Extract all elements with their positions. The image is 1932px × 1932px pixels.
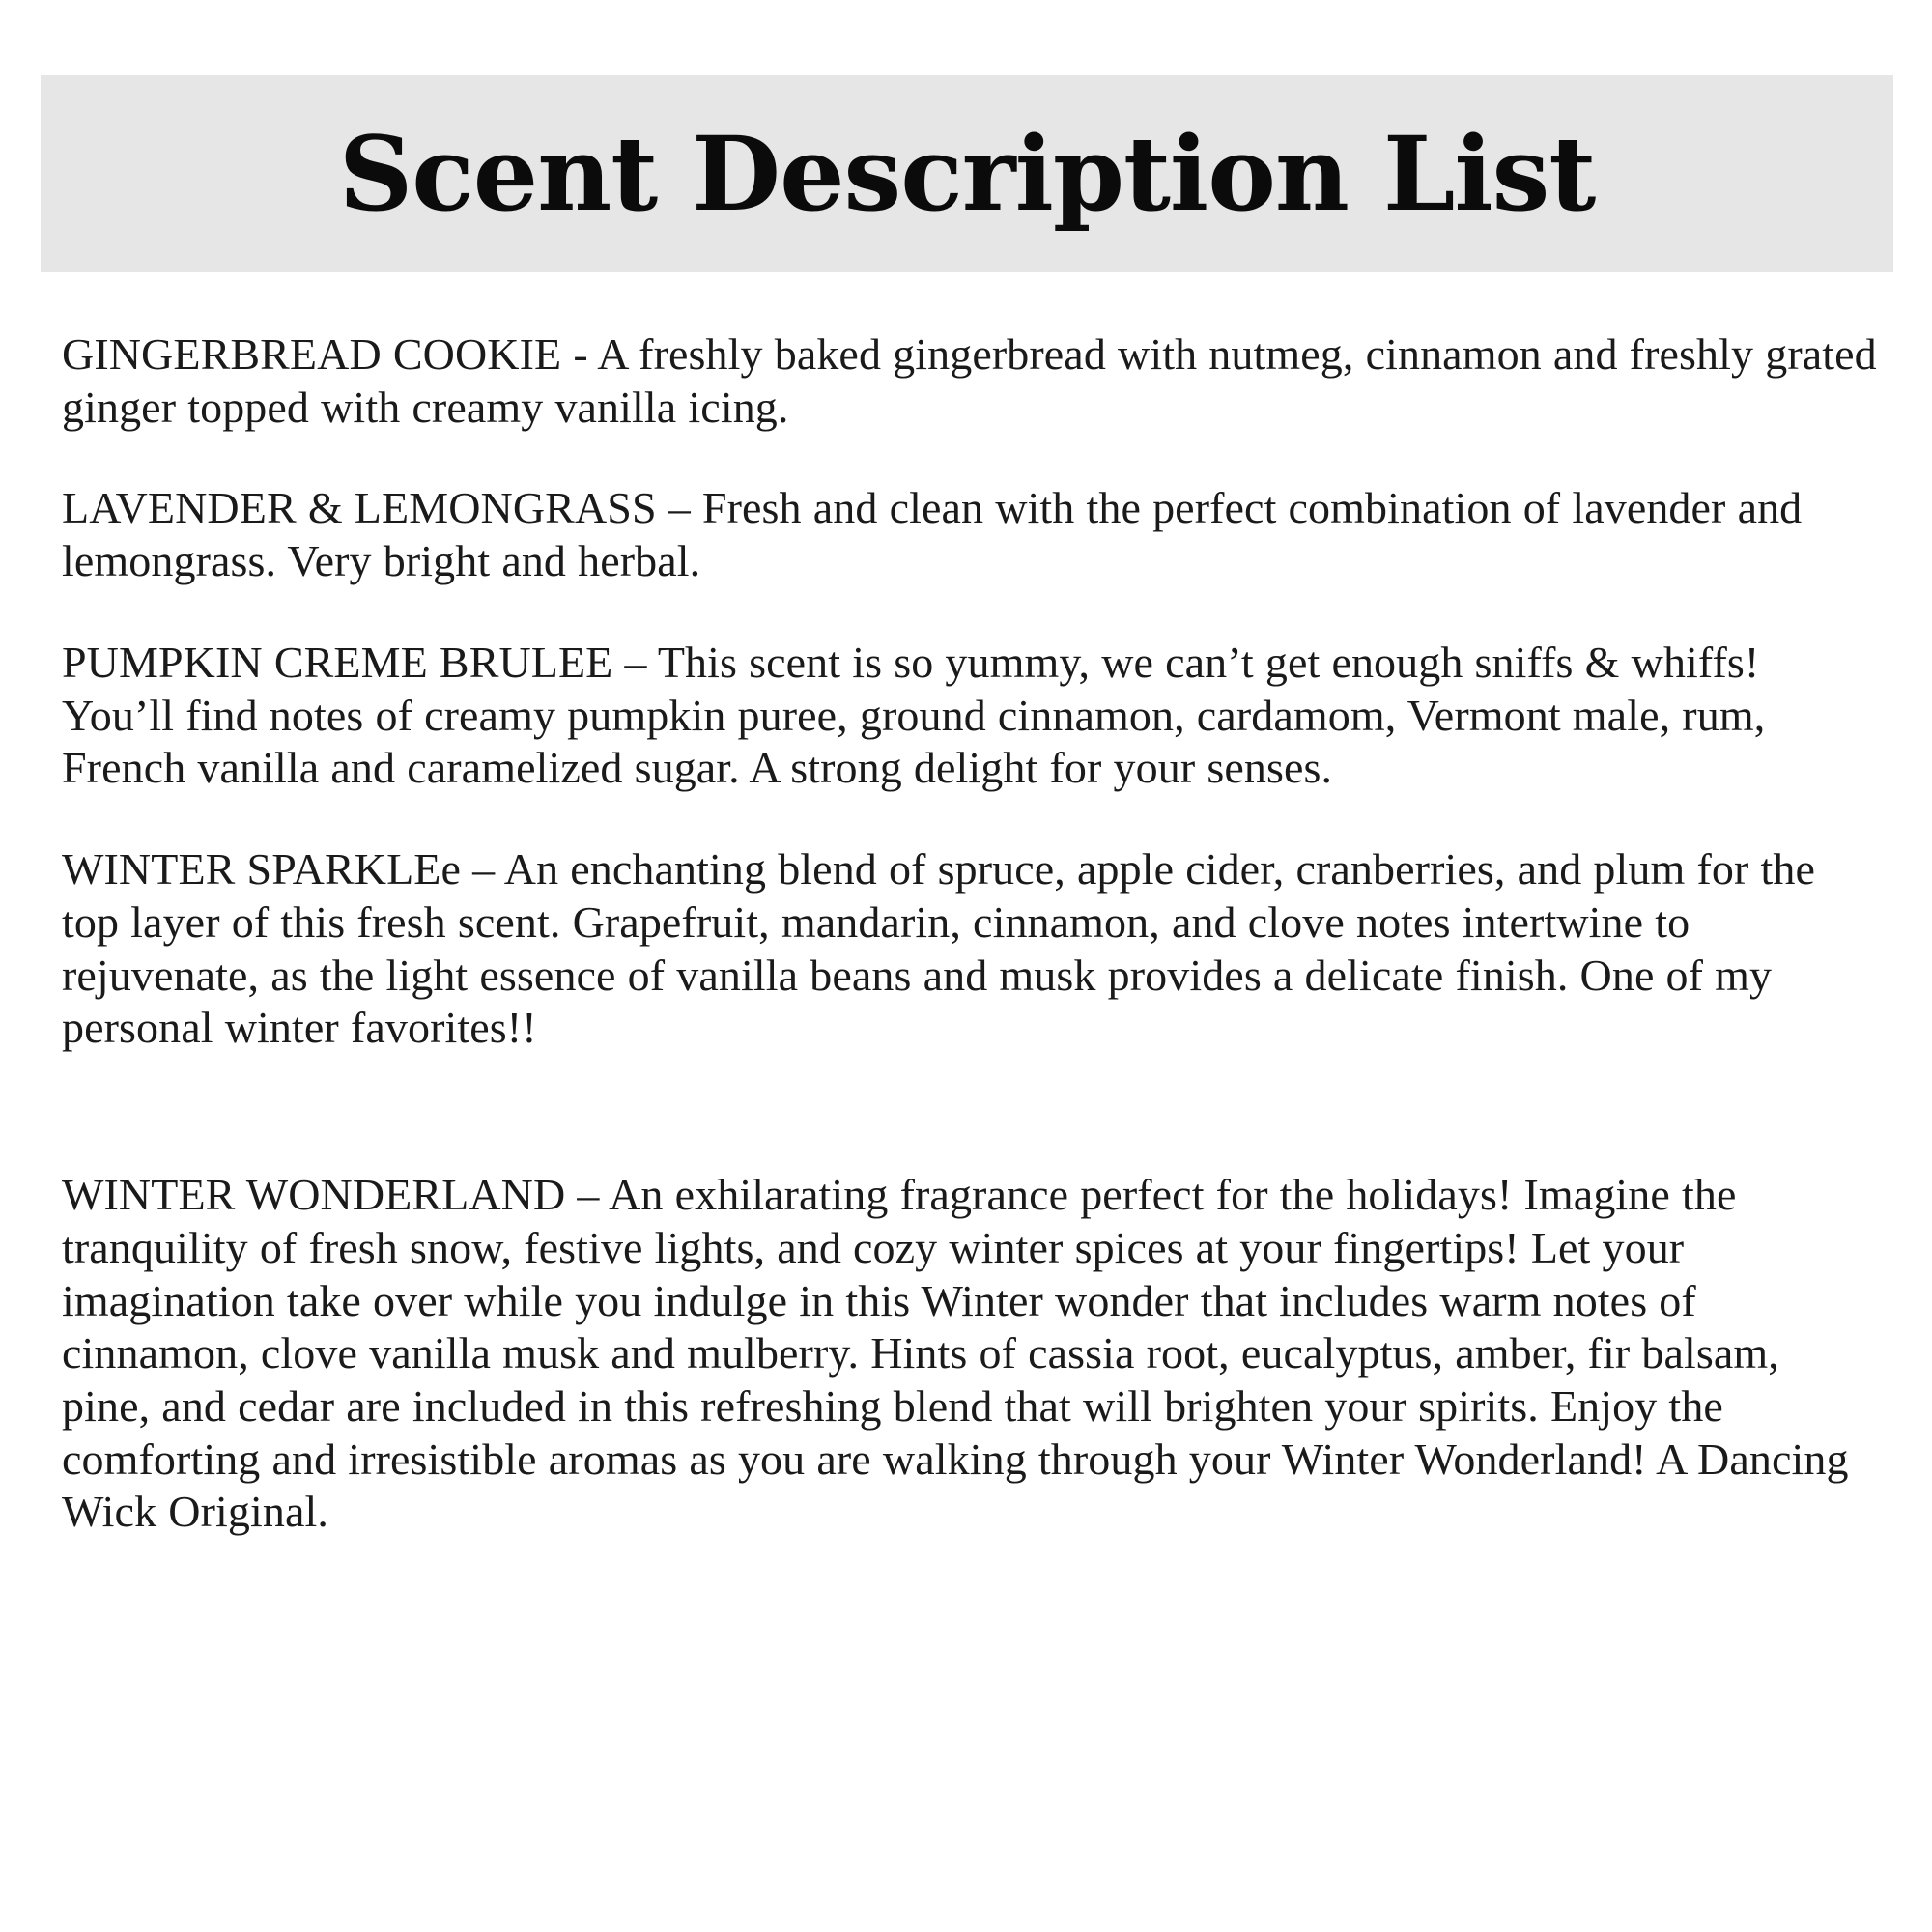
scent-entry-winter-sparkle: WINTER SPARKLEe – An enchanting blend of spruce, apple cider, cranberries, and plum for the top layer of this fresh scent. Grapefruit, mandarin, cinnamon, and clove notes intertwine to rejuvenate, as the light essence of vanilla beans and musk provides a delicate finish. One of my personal winter favorites!! (62, 844, 1815, 1053)
title-banner (41, 75, 1893, 272)
scent-entry-pumpkin-creme-brulee: PUMPKIN CREME BRULEE – This scent is so yummy, we can’t get enough sniffs & whiffs! You’ll find notes of creamy pumpkin puree, ground cinnamon, cardamom, Vermont male, rum, French vanilla and caramelized sugar. A strong delight for your senses. (62, 637, 1766, 793)
scent-list (62, 328, 1878, 1587)
page-title: Scent Description List (338, 113, 1596, 234)
scent-entry-gingerbread-cookie: GINGERBREAD COOKIE - A freshly baked gingerbread with nutmeg, cinnamon and freshly grated ginger topped with creamy vanilla icing. (62, 329, 1877, 432)
scent-entry-winter-wonderland: WINTER WONDERLAND – An exhilarating fragrance perfect for the holidays! Imagine the tranquility of fresh snow, festive lights, and cozy winter spices at your fingertips! Let your imagination take over while you indulge in this Winter wonder that includes warm notes of cinnamon, clove vanilla musk and mulberry. Hints of cassia root, eucalyptus, amber, fir balsam, pine, and cedar are included in this refreshing blend that will brighten your spirits. Enjoy the comforting and irresistible aromas as you are walking through your Winter Wonderland! A Dancing Wick Original. (62, 1170, 1849, 1537)
scent-entry-lavender-lemongrass: LAVENDER & LEMONGRASS – Fresh and clean with the perfect combination of lavender and lemongrass. Very bright and herbal. (62, 483, 1803, 586)
